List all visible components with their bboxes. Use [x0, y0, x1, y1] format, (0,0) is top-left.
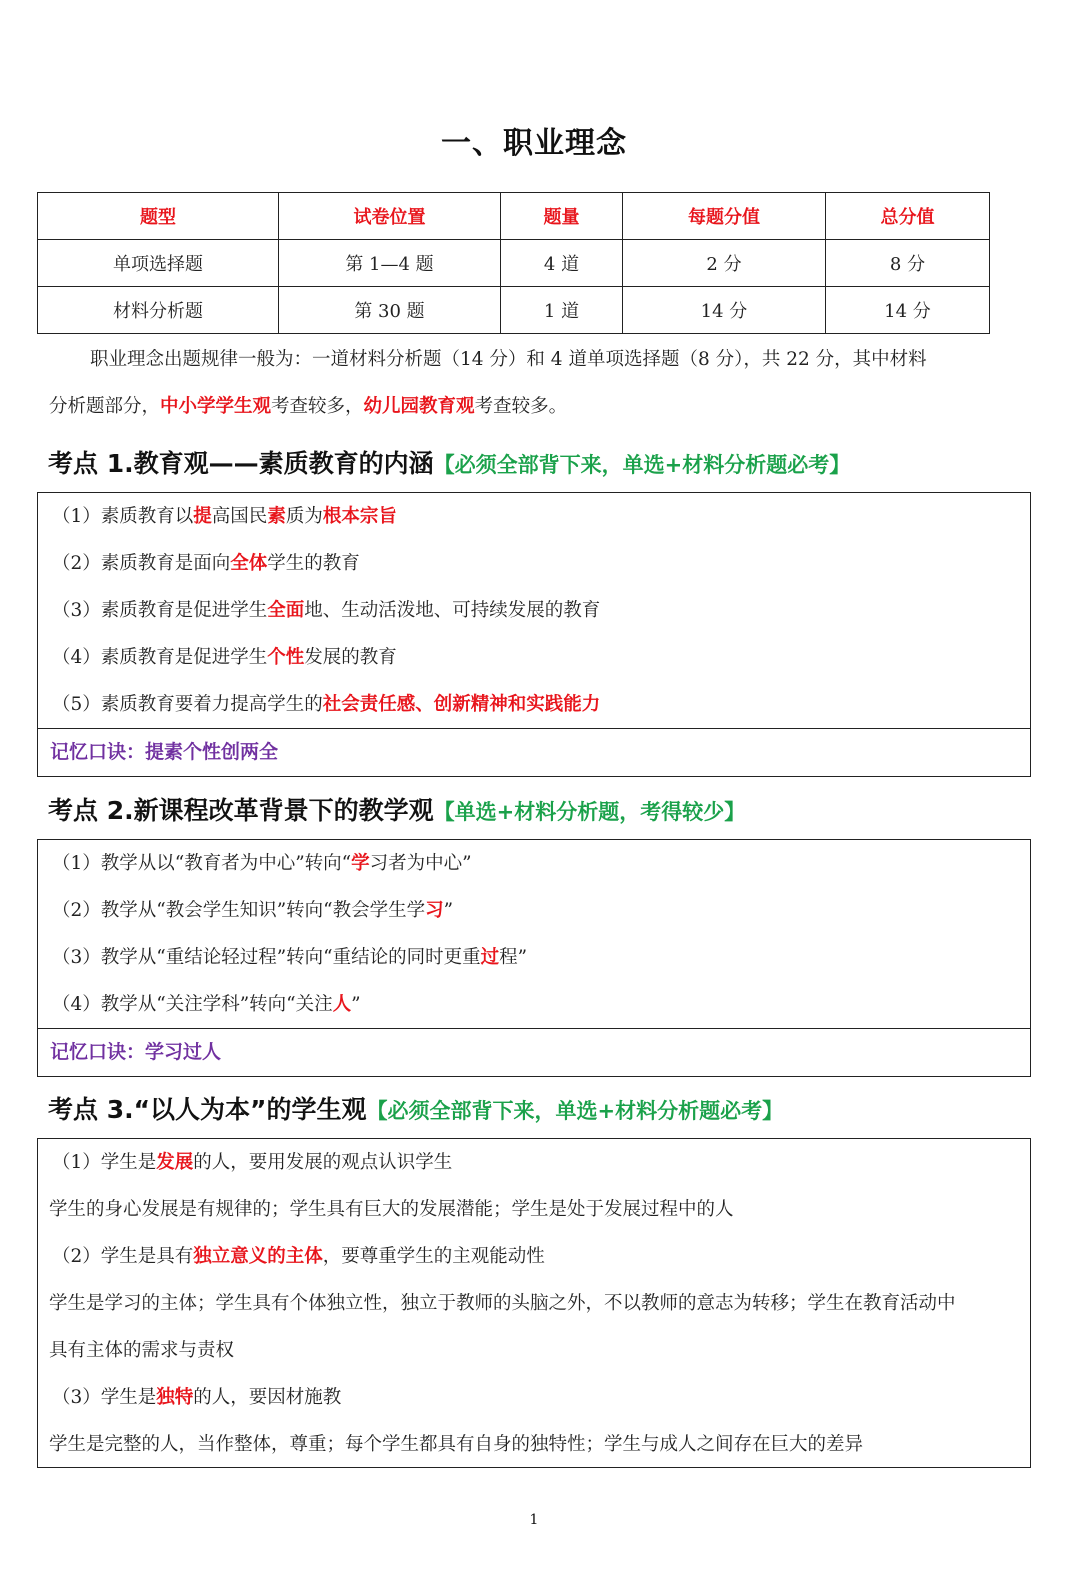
- heading-tag: 【必须全部背下来，单选+材料分析题必考】: [366, 1099, 784, 1123]
- highlight: 全体: [230, 553, 268, 574]
- heading-text: 考点 3.“以人为本”的学生观: [48, 1095, 367, 1124]
- mnemonic: 记忆口诀：学习过人: [38, 1028, 1030, 1076]
- text-span: （5）素质教育要着力提高学生的: [52, 694, 323, 715]
- highlight: 社会责任感、创新精神和实践能力: [322, 694, 601, 715]
- text-span: （2）学生是具有: [52, 1246, 194, 1267]
- header-cell: 题型: [38, 193, 279, 240]
- section-heading-2: [48, 791, 745, 827]
- table-cell: 14 分: [826, 287, 990, 334]
- table-cell: 1 道: [501, 287, 623, 334]
- section-box-2: [37, 839, 1031, 1077]
- header-cell: 总分值: [826, 193, 990, 240]
- text-span: 考查较多，: [271, 396, 364, 417]
- highlight: 素: [267, 506, 286, 527]
- highlight: 发展: [156, 1152, 194, 1173]
- score-table: [37, 192, 990, 334]
- table-header-row: [38, 193, 990, 240]
- detail-line: 学生的身心发展是有规律的；学生具有巨大的发展潜能；学生是处于发展过程中的人: [49, 1199, 734, 1220]
- heading-text: 考点 1.教育观——素质教育的内涵: [48, 449, 434, 478]
- text-span: 地、生动活泼地、可持续发展的教育: [304, 600, 601, 621]
- table-cell: 第 30 题: [279, 287, 501, 334]
- heading-tag: 【单选+材料分析题，考得较少】: [433, 800, 746, 824]
- list-item: [52, 887, 1030, 934]
- page-title: 一、职业理念: [441, 126, 627, 161]
- list-item: [52, 493, 1030, 540]
- list-item: [52, 634, 1030, 681]
- list-item: [52, 1139, 1030, 1186]
- text-span: 分析题部分，: [49, 396, 161, 417]
- table-cell: 8 分: [826, 240, 990, 287]
- detail-line: 学生是学习的主体；学生具有个体独立性，独立于教师的头脑之外，不以教师的意志为转移；学生在教育活动中: [49, 1293, 956, 1314]
- text-span: （1）教学从以“教育者为中心”转向“: [52, 853, 352, 874]
- text-span: 考查较多。: [474, 396, 568, 417]
- list-item: [52, 981, 1030, 1028]
- highlight: 学: [351, 853, 370, 874]
- list-item: [52, 1374, 1030, 1421]
- text-span: （2）教学从“教会学生知识”转向“教会学生学: [52, 900, 426, 921]
- detail-line: 学生是完整的人，当作整体，尊重；每个学生都具有自身的独特性；学生与成人之间存在巨大的差异: [49, 1434, 864, 1455]
- highlight: 幼儿园教育观: [363, 396, 475, 417]
- highlight: 根本宗旨: [322, 506, 397, 527]
- table-cell: 第 1—4 题: [279, 240, 501, 287]
- heading-text: 考点 2.新课程改革背景下的教学观: [48, 796, 434, 825]
- section-box-3: [37, 1138, 1031, 1468]
- table-cell: 单项选择题: [38, 240, 279, 287]
- page-number: 1: [529, 1512, 539, 1528]
- table-row: [38, 287, 990, 334]
- header-cell: 题量: [501, 193, 623, 240]
- text-span: ，要尊重学生的主观能动性: [322, 1246, 545, 1267]
- mnemonic: 记忆口诀：提素个性创两全: [38, 728, 1030, 776]
- header-cell: 每题分值: [623, 193, 826, 240]
- text-span: （2）素质教育是面向: [52, 553, 231, 574]
- section-heading-3: [48, 1090, 783, 1126]
- list-item: [52, 1233, 1030, 1280]
- text-span: ”: [351, 994, 361, 1015]
- text-span: （3）素质教育是促进学生: [52, 600, 268, 621]
- intro-line: [49, 383, 1029, 430]
- table-cell: 2 分: [623, 240, 826, 287]
- text-span: （4）教学从“关注学科”转向“关注: [52, 994, 333, 1015]
- text-span: 的人，要用发展的观点认识学生: [193, 1152, 453, 1173]
- list-item: [52, 587, 1030, 634]
- table-cell: 14 分: [623, 287, 826, 334]
- table-row: [38, 240, 990, 287]
- text-span: ”: [443, 900, 454, 921]
- highlight: 独立意义的主体: [193, 1246, 323, 1267]
- heading-tag: 【必须全部背下来，单选+材料分析题必考】: [433, 453, 851, 477]
- highlight: 提: [193, 506, 212, 527]
- text-span: 质为: [285, 506, 323, 527]
- list-item: [52, 540, 1030, 587]
- highlight: 过: [480, 947, 500, 968]
- highlight: 个性: [267, 647, 305, 668]
- highlight: 人: [332, 994, 352, 1015]
- text-span: 习者为中心”: [369, 853, 472, 874]
- table-cell: 4 道: [501, 240, 623, 287]
- text-span: 程”: [499, 947, 528, 968]
- header-cell: 试卷位置: [279, 193, 501, 240]
- text-span: （1）素质教育以: [52, 506, 194, 527]
- list-item: [52, 840, 1030, 887]
- highlight: 独特: [156, 1387, 194, 1408]
- intro-paragraph: [49, 336, 1029, 430]
- intro-line: 职业理念出题规律一般为：一道材料分析题（14 分）和 4 道单项选择题（8 分），共 22 分，其中材料: [90, 349, 927, 370]
- text-span: （3）学生是: [52, 1387, 157, 1408]
- text-span: 学生的教育: [267, 553, 360, 574]
- text-span: （3）教学从“重结论轻过程”转向“重结论的同时更重: [52, 947, 481, 968]
- list-item: [52, 934, 1030, 981]
- text-span: （4）素质教育是促进学生: [52, 647, 268, 668]
- list-item: [52, 681, 1030, 728]
- text-span: 发展的教育: [304, 647, 397, 668]
- table-cell: 材料分析题: [38, 287, 279, 334]
- text-span: 高国民: [211, 506, 268, 527]
- highlight: 习: [425, 900, 444, 921]
- detail-line: 具有主体的需求与责权: [49, 1340, 235, 1361]
- highlight: 全面: [267, 600, 305, 621]
- section-box-1: [37, 492, 1031, 777]
- section-heading-1: [48, 444, 850, 480]
- text-span: （1）学生是: [52, 1152, 157, 1173]
- highlight: 中小学学生观: [160, 396, 272, 417]
- text-span: 的人，要因材施教: [193, 1387, 342, 1408]
